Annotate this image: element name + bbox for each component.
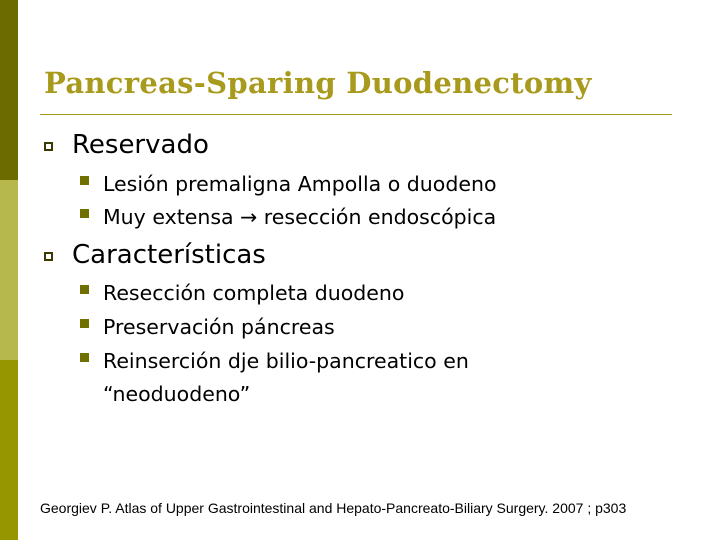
title-underline: [40, 114, 672, 115]
sidebar-band-top: [0, 0, 18, 180]
slide-title: Pancreas-Sparing Duodenectomy: [44, 66, 592, 100]
square-bullet-icon: [80, 353, 89, 362]
hollow-square-bullet-icon: [44, 252, 53, 261]
list-item-text: Preservación páncreas: [103, 315, 335, 339]
square-bullet-icon: [80, 176, 89, 185]
list-item-text: Resección completa duodeno: [103, 281, 405, 305]
square-bullet-icon: [80, 319, 89, 328]
hollow-square-bullet-icon: [44, 142, 53, 151]
section-heading: Reservado: [72, 130, 209, 160]
square-bullet-icon: [80, 285, 89, 294]
sidebar-stripe: [0, 0, 18, 540]
sidebar-band-bottom: [0, 360, 18, 540]
list-item-text: Lesión premaligna Ampolla o duodeno: [103, 172, 497, 196]
reference-citation: Georgiev P. Atlas of Upper Gastrointestinal and Hepato-Pancreato-Biliary Surgery. 2007 ; p303: [40, 500, 627, 516]
section-heading: Características: [72, 240, 266, 270]
list-item-text: Reinserción dje bilio-pancreatico en “neoduodeno”: [103, 349, 469, 406]
sidebar-band-middle: [0, 180, 18, 360]
square-bullet-icon: [80, 209, 89, 218]
list-item-text: Muy extensa → resección endoscópica: [103, 205, 497, 229]
